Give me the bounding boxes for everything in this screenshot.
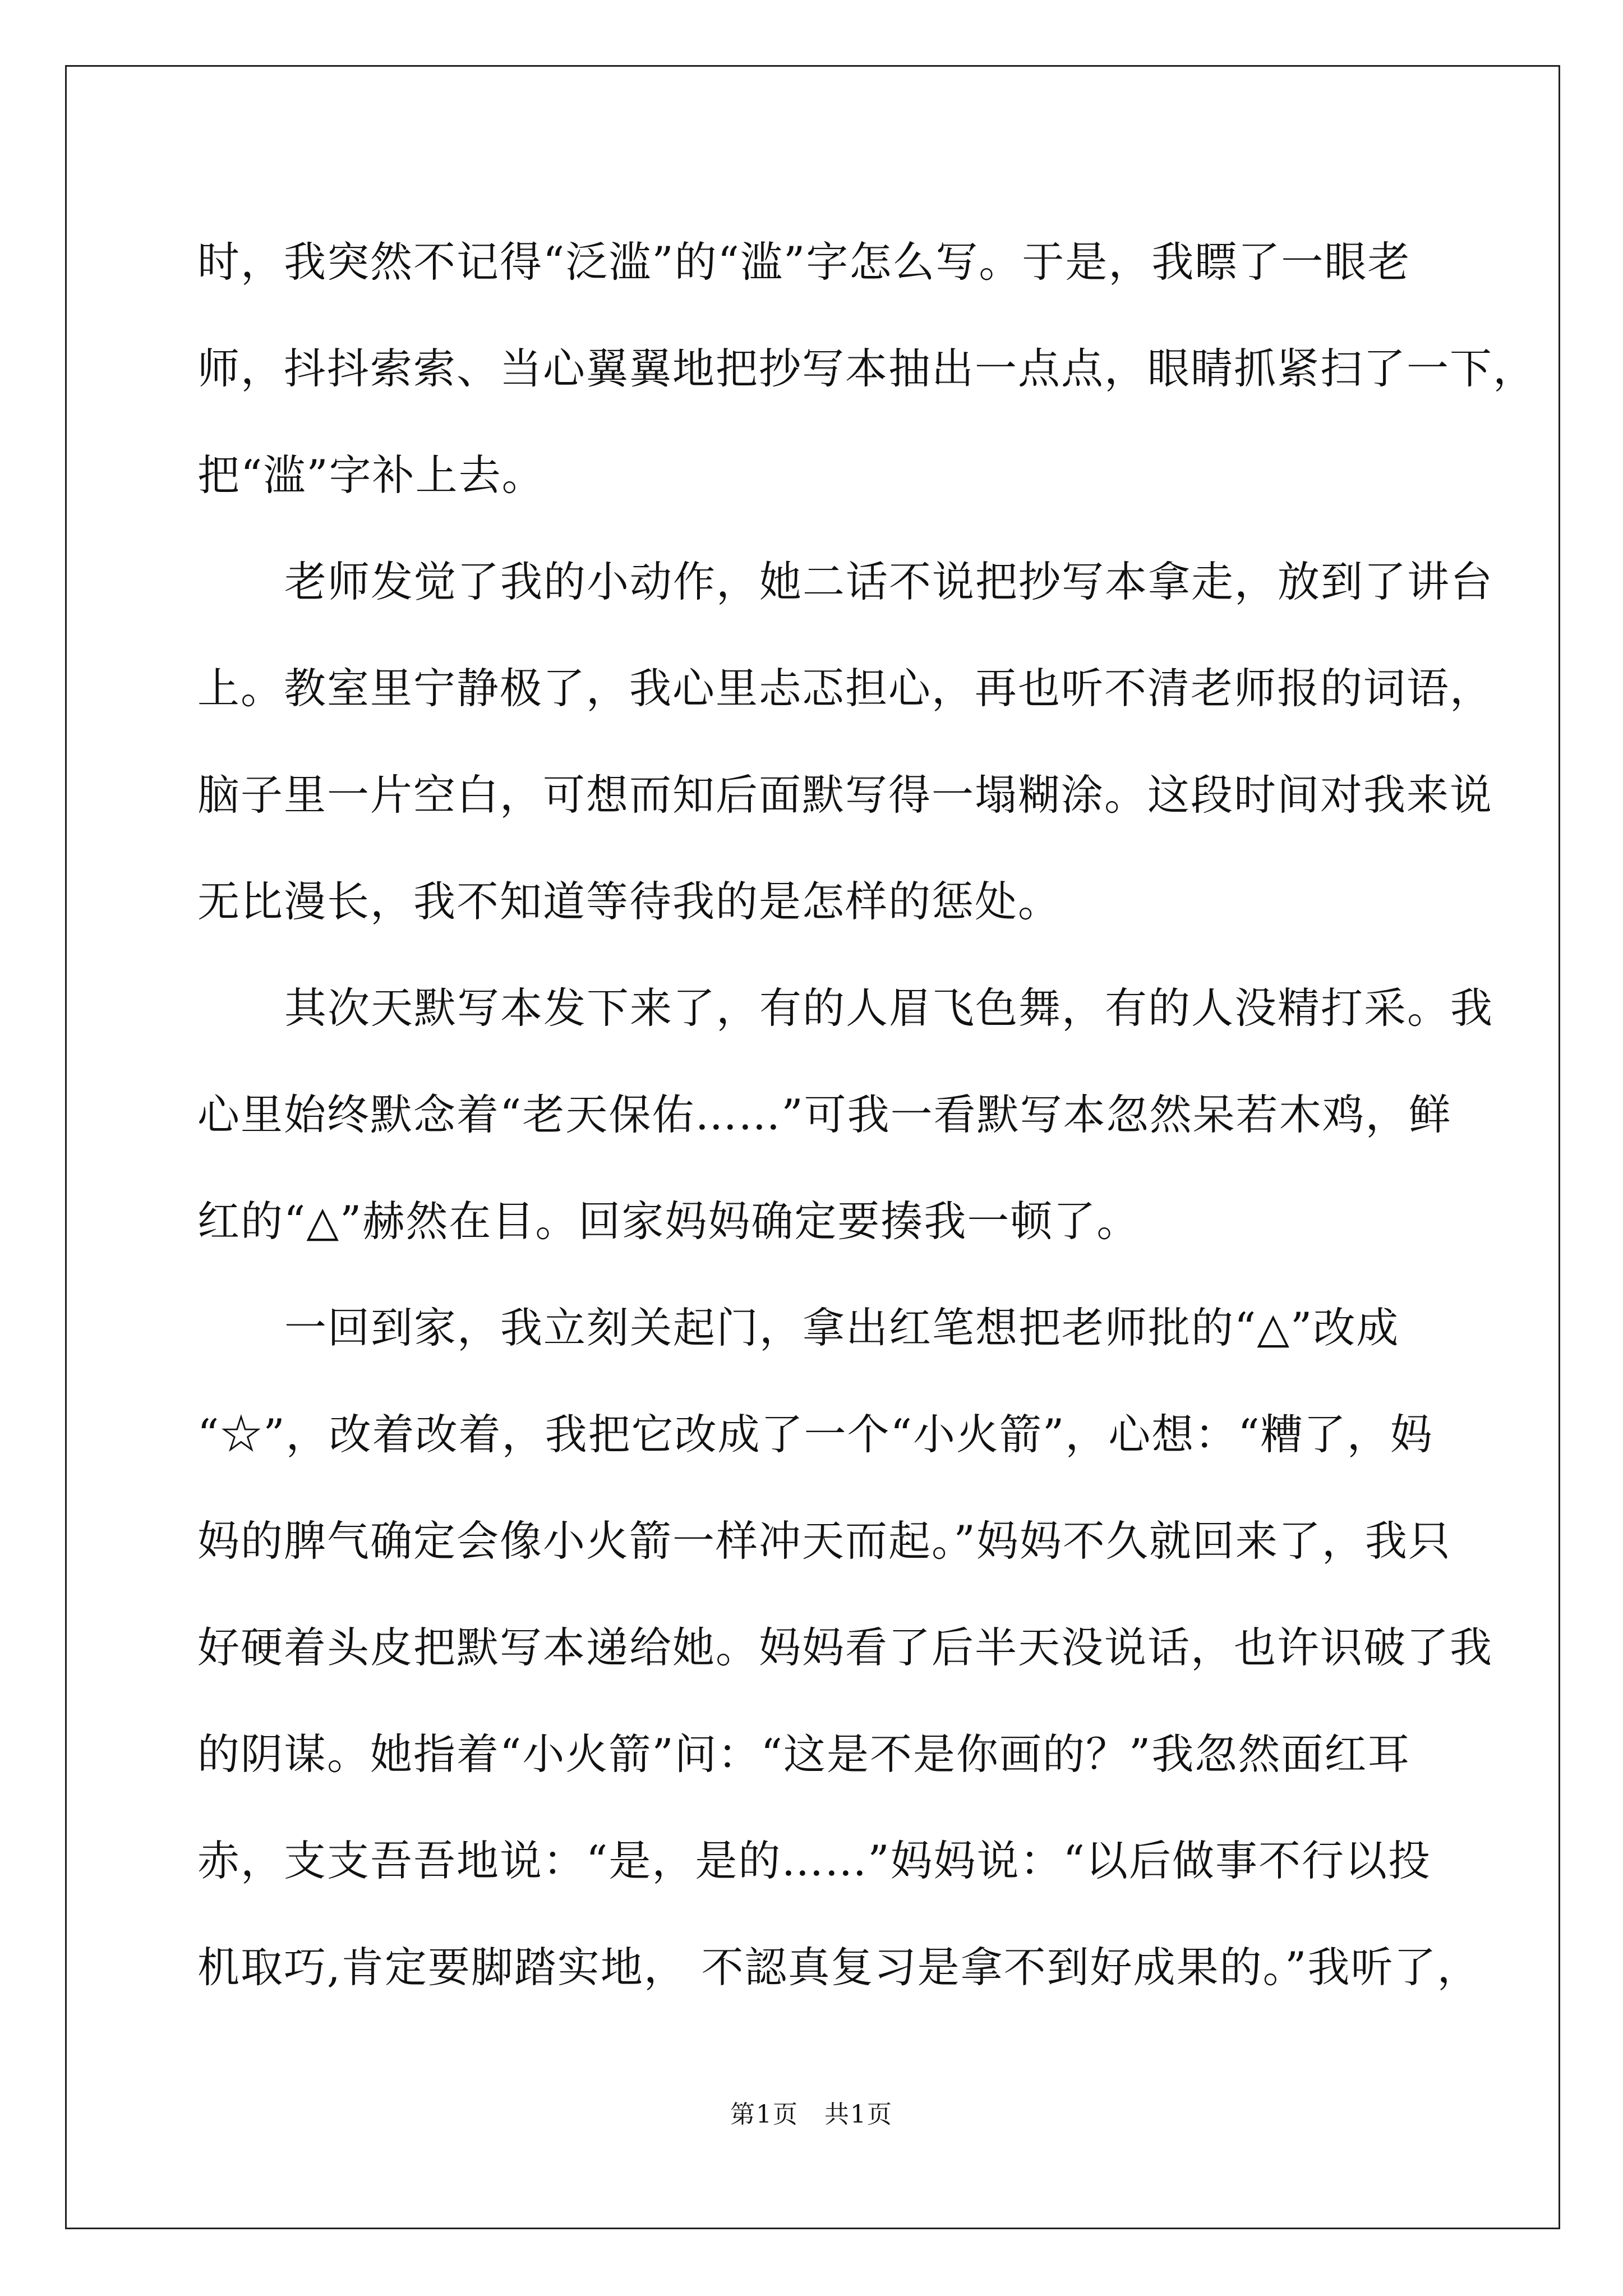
text-line: 无比漫长，我不知道等待我的是怎样的惩处。 [197, 877, 1062, 926]
text-line: 赤，支支吾吾地说：“是，是的……”妈妈说：“以后做事不行以投 [197, 1836, 1432, 1885]
text-line: 红的“△”赫然在目。回家妈妈确定要揍我一顿了。 [197, 1197, 1140, 1246]
text-line: 机取巧,肯定要脚踏实地， 不認真复习是拿不到好成果的。”我听了， [197, 1943, 1481, 1992]
paragraph-4 [197, 1274, 1493, 2021]
text-line: 时，我突然不记得“泛滥”的“滥”字怎么写。于是，我瞟了一眼老 [197, 237, 1411, 287]
text-line: 脑子里一片空白，可想而知后面默写得一塌糊涂。这段时间对我来说 [197, 770, 1493, 820]
paragraph-2 [197, 528, 1494, 955]
paragraph-1 [197, 209, 1537, 528]
text-line: 一回到家，我立刻关起门，拿出红笔想把老师批的“△”改成 [284, 1303, 1400, 1352]
text-line: 把“滥”字补上去。 [197, 450, 545, 500]
text-line: 上。教室里宁静极了，我心里忐忑担心，再也听不清老师报的词语， [197, 664, 1493, 713]
text-line: 其次天默写本发下来了，有的人眉飞色舞，有的人没精打采。我 [284, 983, 1494, 1033]
text-line: 老师发觉了我的小动作，她二话不说把抄写本拿走，放到了讲台 [284, 557, 1494, 606]
page-number-footer: 第1页 共1页 [730, 2100, 893, 2129]
text-line: 心里始终默念着“老天保佑……”可我一看默写本忽然呆若木鸡，鲜 [197, 1090, 1452, 1139]
paragraph-3 [197, 955, 1494, 1274]
document-body [197, 209, 1537, 2021]
text-line: 好硬着头皮把默写本递给她。妈妈看了后半天没说话，也许识破了我 [197, 1623, 1493, 1672]
text-line: 师，抖抖索索、当心翼翼地把抄写本抽出一点点，眼睛抓紧扫了一下， [197, 344, 1537, 393]
text-line: 妈的脾气确定会像小火箭一样冲天而起。”妈妈不久就回来了，我只 [197, 1516, 1451, 1566]
text-line: “☆”，改着改着，我把它改成了一个“小火箭”，心想：“糟了，妈 [197, 1410, 1433, 1459]
text-line: 的阴谋。她指着“小火箭”问：“这是不是你画的？”我忽然面红耳 [197, 1729, 1411, 1779]
